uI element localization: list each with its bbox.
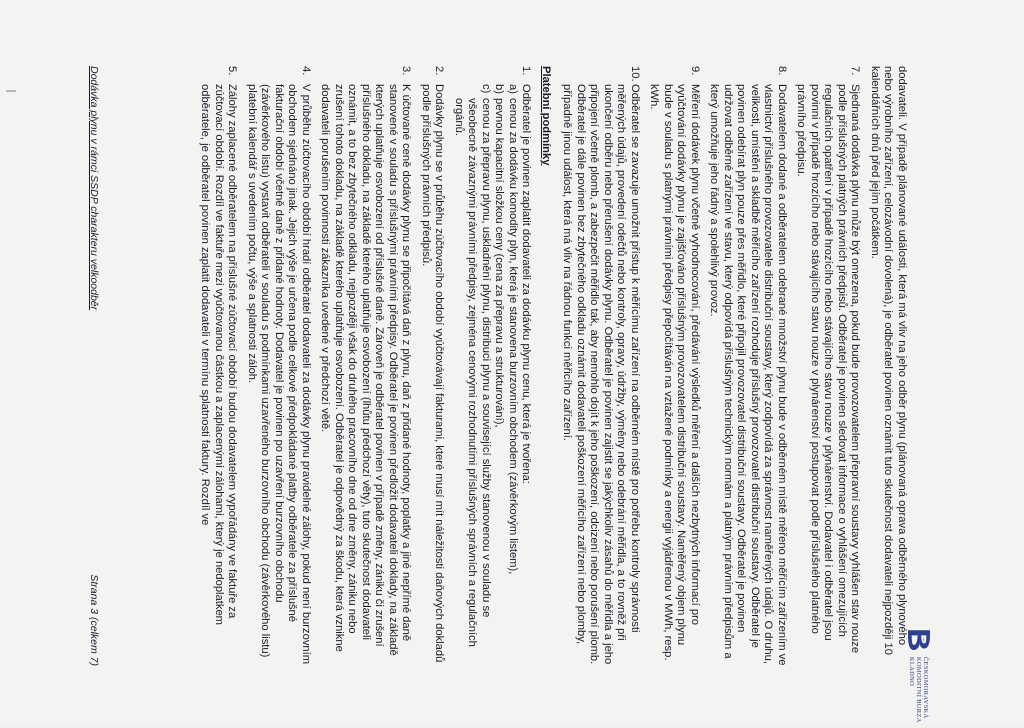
subclause-letter: c) xyxy=(480,84,492,94)
subclause-c xyxy=(452,84,493,666)
footer-document-title: Dodávka plynu v rámci SSDP charakteru velkoodběr xyxy=(88,66,100,311)
subclause-text: cenou za přepravu plynu, uskladnění plynu, distribuci plynu a související služby stanovenou v souladu se všeobecně závaznými právními předpisy, zejména cenovými rozhodnutími příslušných správních a regulačních orgánů. xyxy=(453,98,492,647)
clause-number: 7. xyxy=(849,66,862,76)
section-title-payment-terms: Platební podmínky xyxy=(540,66,552,166)
logo-text xyxy=(909,657,930,728)
subclause-letter: b) xyxy=(493,84,506,94)
intro-paragraph: dodavateli. V případě plánované události, která má vliv na jeho odběr plynu (plánovaná oprava odběrného plynového nebo výrobního zařízení, celozávodní dovolená), je odběratel povinen oznámit tuto skutečnost dodavateli nejpozději 10 kalendářních dnů před jejím počátkem. xyxy=(869,66,908,655)
footer-page-number: Strana 3 (celkem 7) xyxy=(88,574,100,666)
clause-8 xyxy=(707,66,788,666)
clause-number: 9. xyxy=(689,66,701,76)
document-body xyxy=(192,66,908,666)
subclause-text: cenou za dodávku komodity plyn, která je stanovena burzovním obchodem (závěrkovým listem), xyxy=(507,98,519,575)
clause-text: Měření dodávek plynu včetně vyhodnocování, předávání výsledků měření a dalších nezbytných informací pro vyúčtování dodávky plynu je zajišťováno příslušným provozovatelem distribuční soustavy. Naměřený objem plynu bude v souladu s platnými právními předpisy přepočítáván na vztažené podmínky a energii vyjádřenou v MWh, resp. kWh. xyxy=(648,84,701,661)
clause-text: Dodávky plynu se v průběhu zúčtovacího období vyúčtovávají fakturami, které musí mít náležitosti daňových dokladů podle příslušných právních předpisů. xyxy=(420,84,446,663)
clause-body xyxy=(452,84,533,666)
page-footer xyxy=(87,66,101,666)
payment-clause-2 xyxy=(419,66,446,666)
clause-text: K účtované ceně dodávky plynu se připočítává daň z plynu, daň z přidané hodnoty, poplatky a jiné nepřímé daně stanovené v souladu s příslušnými právními předpisy. Odběratel je povinen předložit dodavateli doklady, na základě kterých uplatňuje osvobození od příslušné daně. Zároveň je odběratel povinen v případě změny, zániku či zrušení příslušného dokladu, na základě kterého uplatňuje osvobození (lhůtu předchozí věty), tuto skutečnost dodavateli oznámit, a to bez zbytečného odkladu, nejpozději však do druhého pracovního dne od dne změny, zániku nebo zrušení tohoto dokladu, na základě kterého uplatňuje osvobození. Odběratel je odpovědný za škodu, která vznikne dodavateli porušením povinnosti zákazníka uvedené v předchozí větě. xyxy=(319,84,413,656)
subclause-b xyxy=(492,84,506,666)
scan-artifact-mark xyxy=(6,90,16,92)
clause-text: Sjednaná dodávka plynu může být omezena, pokud bude provozovatelem přepravní soustavy vyhlášen stav nouze podle příslušných platných právních předpisů. Odběratel je povinen sledovat informace o vyhlášení omezujících regulačních opatření v případě hrozícího nebo stávajícího stavu nouze v plynárenství. Dodavatel i odběratel jsou povinni v případě hrozícího nebo stávajícího stavu nouze v plynárenství postupovat podle příslušného platného právního předpisu. xyxy=(795,84,862,654)
clause-number: 5. xyxy=(226,66,239,76)
clause-number: 3. xyxy=(400,66,413,76)
clause-number: 1. xyxy=(520,66,533,76)
clause-text: V průběhu zúčtovacího období hradí odběratel dodavateli za dodávky plynu pravidelné zálohy, pokud není burzovním obchodem sjednáno jinak. Jejich výše je určena podle celkové předpokládané platby odběratele za příslušné fakturační období včetně daně z přidané hodnoty. Dodavatel je povinen po uzavření burzovního obchodu (závěrkového listu) vystavit odběrateli v souladu s podmínkami uzavřeného burzovního obchodu (závěrkového listu) platební kalendář s uvedením počtu, výše a splatnosti záloh. xyxy=(246,84,312,665)
clause-text: Dodavatelem dodané a odběratelem odebrané množství plynu bude v odběrném místě měřeno měřícím zařízením ve vlastnictví příslušného provozovatele distribuční soustavy, který zodpovídá za správnost naměřených údajů. O druhu, velikosti, umístění a skladbě měřícího zařízení rozhoduje příslušný provozovatel distribuční soustavy. Odběratel je povinen odebírat plyn pouze přes měřidlo, které připojil provozovatel distribuční soustavy. Odběratel je povinen udržovat odběrné zařízení ve stavu, který odpovídá příslušným technickým normám a platným právním předpisům a který umožňuje jeho řádný a spolehlivý provoz. xyxy=(708,84,788,666)
clause-number: 2. xyxy=(433,66,446,76)
payment-clause-4 xyxy=(245,66,313,666)
clause-text: Zálohy zaplacené odběratelem na příslušné zúčtovací období budou dodavatelem vypořádány ve faktuře za zúčtovací období. Rozdíl ve faktuře mezi vyúčtovanou částkou a zaplacenými zálohami, který je nedoplatkem odběratele, je odběratel povinen zaplatit dodavateli v termínu splatnosti faktury. Rozdíl ve xyxy=(199,84,239,626)
clause-number: 8. xyxy=(776,66,788,76)
payment-clause-5 xyxy=(198,66,239,666)
payment-clause-3 xyxy=(318,66,413,666)
logo-line-1: ČESKOMORAVSKÁ xyxy=(922,656,930,719)
clause-7 xyxy=(794,66,862,666)
subclause-a xyxy=(506,84,520,666)
clause-10 xyxy=(560,66,641,666)
logo-line-2: KOMODITNÍ BURZA KLADNO xyxy=(908,656,923,723)
payment-clause-1 xyxy=(452,66,533,666)
clause-number: 10. xyxy=(629,66,641,82)
clause-number: 4. xyxy=(300,66,312,76)
subclause-letter: a) xyxy=(507,84,519,94)
clause-text: Odběratel je povinen zaplatit dodavateli za dodávku plynu cenu, která je tvořena: xyxy=(520,84,533,484)
subclause-text: pevnou kapacitní složkou ceny (cena za přepravu a strukturování), xyxy=(493,98,506,428)
clause-9 xyxy=(647,66,701,666)
clause-text: Odběratel se zavazuje umožnit přístup k měřícímu zařízení na odběrném místě pro potřebu kontroly správnosti měřených údajů, provedení odečtů nebo kontroly, opravy, údržby, výměny nebo odebrání měřidla, a to rovněž při ukončení odběru nebo přerušení dodávky plynu. Odběratel je povinen zajistit se jakýchkoliv zásahů do měřidla a jeho připojení včetně plomb, a zabezpečit měřidlo tak, aby nemohlo dojít k jeho poškození, odcizení nebo porušení plomb. Odběratel je dále povinen bez zbytečného odkladu oznámit dodavateli poškození měřicího zařízení nebo plomby, případně jinou událost, která má vliv na řádnou funkci měřicího zařízení. xyxy=(561,84,641,665)
